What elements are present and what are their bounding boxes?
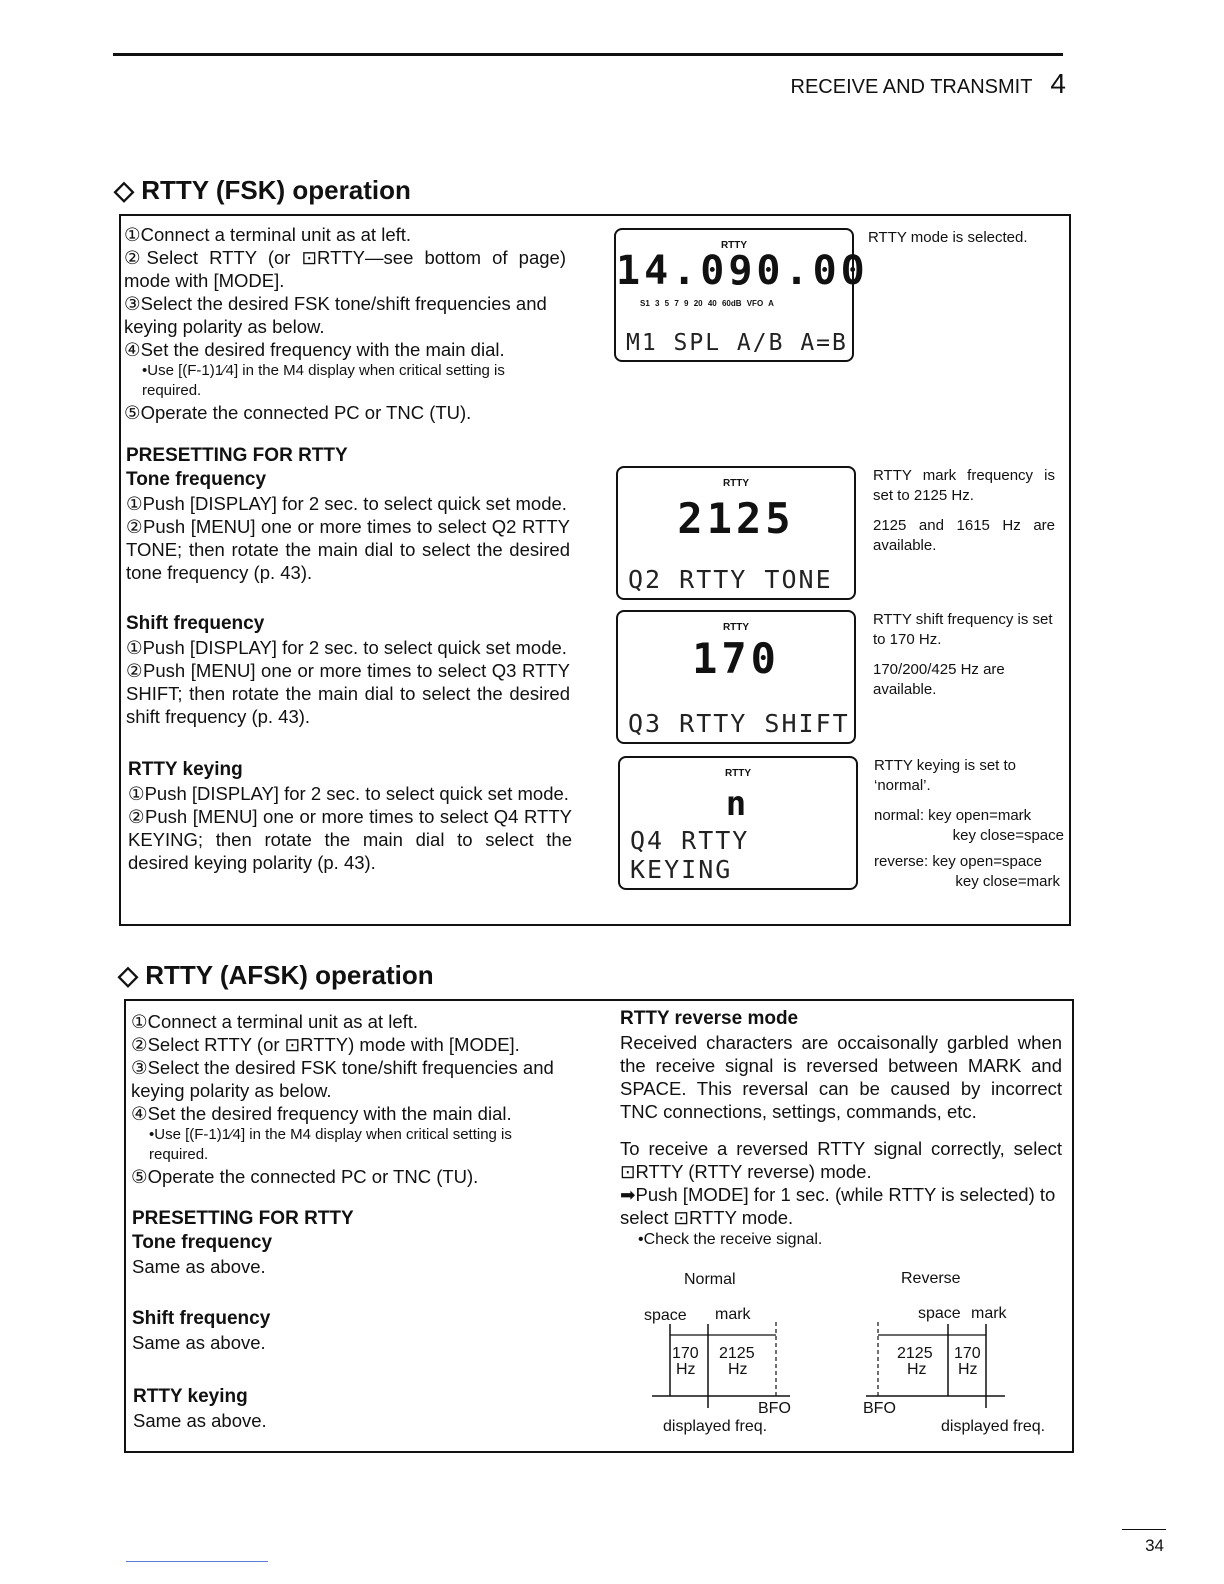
reverse-mode-heading: RTTY reverse mode (620, 1008, 799, 1029)
afsk-shift (132, 1307, 270, 1354)
caption-reverse-close: key close=mark (955, 873, 1060, 890)
lcd-caption-3 (873, 610, 1055, 700)
reverse-hz-1: Hz (907, 1361, 927, 1378)
lcd-meter-scale: S1 3 5 7 9 20 40 60dB VFO A (640, 299, 774, 308)
lcd-mode-label: RTTY (722, 478, 750, 489)
lcd-caption-2 (873, 466, 1055, 556)
afsk-presetting-heading: PRESETTING FOR RTTY (132, 1208, 354, 1229)
lcd-caption-1: RTTY mode is selected. (868, 229, 1028, 246)
fsk-tone-step-2: ②Push [MENU] one or more times to select Q2 RTTY TONE; then rotate the main dial to select the desired tone frequency (p. 43). (126, 516, 570, 583)
chapter-number: 4 (1050, 68, 1066, 99)
lcd-keying-value: n (725, 784, 751, 824)
afsk-use-note: •Use [(F-1)1⁄4] in the M4 display when critical setting is required. (149, 1126, 512, 1163)
fsk-tone-step-1: ①Push [DISPLAY] for 2 sec. to select quick set mode. (126, 493, 567, 514)
afsk-keying (133, 1385, 267, 1432)
reverse-mark-label: mark (971, 1305, 1007, 1322)
lcd-bottom-text: Q2 RTTY TONE (628, 565, 833, 594)
reverse-hz-2: Hz (958, 1361, 978, 1378)
reverse-bfo: BFO (863, 1400, 896, 1417)
fsk-presetting (126, 444, 570, 584)
fsk-step-4: ④Set the desired frequency with the main dial. (124, 339, 505, 360)
afsk-shift-same: Same as above. (132, 1332, 266, 1353)
fsk-keying (128, 758, 572, 874)
normal-space-label: space (644, 1307, 687, 1324)
normal-hz-1: Hz (676, 1361, 696, 1378)
diagram-normal-label: Normal (684, 1271, 736, 1288)
header-title: RECEIVE AND TRANSMIT (790, 76, 1033, 98)
normal-170: 170 (672, 1345, 699, 1362)
page-header (791, 68, 1066, 100)
caption-normal-close: key close=space (952, 827, 1064, 844)
caption-shift-available: 170/200/425 Hz are available. (873, 661, 1005, 698)
diagram-reverse-label: Reverse (901, 1270, 961, 1287)
lcd-bottom-text: Q3 RTTY SHIFT (628, 709, 850, 738)
afsk-section-title: ◇ RTTY (AFSK) operation (118, 960, 434, 990)
reverse-mode-paragraph-1: Received characters are occaisonally garbled when the receive signal is reversed between MARK and SPACE. This reversal can be caused by incorrect TNC connections, settings, commands, etc. (620, 1032, 1062, 1122)
lcd-mode-label: RTTY (722, 622, 750, 633)
caption-normal: normal: key open=mark (874, 807, 1032, 824)
afsk-step-4: ④Set the desired frequency with the main dial. (131, 1103, 512, 1124)
normal-hz-2: Hz (728, 1361, 748, 1378)
blue-underline (126, 1561, 268, 1562)
lcd-mode-label: RTTY (720, 240, 748, 251)
normal-2125: 2125 (719, 1345, 755, 1362)
fsk-shift (126, 612, 570, 728)
afsk-step-1: ①Connect a terminal unit as at left. (131, 1011, 419, 1032)
lcd-display-main (614, 228, 869, 362)
lcd-display-keying (618, 756, 858, 890)
lcd-mode-label: RTTY (724, 768, 752, 779)
afsk-keying-heading: RTTY keying (133, 1386, 248, 1407)
caption-shift: RTTY shift frequency is set to 170 Hz. (873, 611, 1053, 648)
normal-reverse-diagram (620, 1262, 1065, 1442)
afsk-step-3: ③Select the desired FSK tone/shift frequencies and keying polarity as below. (131, 1057, 554, 1101)
fsk-steps (124, 223, 566, 424)
fsk-section-title: ◇ RTTY (FSK) operation (114, 175, 411, 205)
afsk-presetting (132, 1207, 572, 1278)
lcd-frequency: 14.090.00 (616, 248, 869, 294)
reverse-mode-check: •Check the receive signal. (638, 1231, 823, 1248)
fsk-tone-heading: Tone frequency (126, 469, 267, 490)
afsk-step-5: ⑤Operate the connected PC or TNC (TU). (131, 1166, 479, 1187)
caption-keying: RTTY keying is set to ‘normal’. (874, 757, 1017, 794)
fsk-presetting-heading: PRESETTING FOR RTTY (126, 445, 348, 466)
header-rule (113, 53, 1063, 56)
reverse-2125: 2125 (897, 1345, 933, 1362)
reverse-mode-section (620, 1007, 1062, 1250)
lcd-tone-value: 2125 (677, 494, 795, 543)
fsk-step-3: ③Select the desired FSK tone/shift frequencies and keying polarity as below. (124, 293, 547, 337)
fsk-use-note: •Use [(F-1)1⁄4] in the M4 display when critical setting is required. (142, 362, 505, 399)
afsk-step-2: ②Select RTTY (or ⊡RTTY) mode with [MODE]. (131, 1034, 520, 1055)
afsk-tone-heading: Tone frequency (132, 1232, 273, 1253)
normal-mark-label: mark (715, 1306, 751, 1323)
fsk-shift-step-1: ①Push [DISPLAY] for 2 sec. to select quick set mode. (126, 637, 567, 658)
reverse-170: 170 (954, 1345, 981, 1362)
caption-tone-available: 2125 and 1615 Hz are available. (873, 517, 1055, 554)
caption-reverse: reverse: key open=space (874, 853, 1043, 870)
lcd-shift-value: 170 (692, 634, 780, 683)
normal-displayed-freq: displayed freq. (663, 1418, 768, 1435)
lcd-caption-4 (874, 756, 1064, 892)
normal-bfo: BFO (758, 1400, 791, 1417)
fsk-step-5: ⑤Operate the connected PC or TNC (TU). (124, 402, 472, 423)
lcd-bottom-text: Q4 RTTY KEYING (630, 826, 750, 884)
afsk-keying-same: Same as above. (133, 1410, 267, 1431)
fsk-keying-step-2: ②Push [MENU] one or more times to select Q4 RTTY KEYING; then rotate the main dial to select the desired keying polarity (p. 43). (128, 806, 572, 873)
page-number: 34 (1145, 1536, 1164, 1555)
page-number-rule (1122, 1529, 1166, 1530)
fsk-shift-heading: Shift frequency (126, 613, 265, 634)
fsk-keying-heading: RTTY keying (128, 759, 243, 780)
caption-tone: RTTY mark frequency is set to 2125 Hz. (873, 467, 1055, 504)
reverse-mode-step: ➡Push [MODE] for 1 sec. (while RTTY is selected) to select ⊡RTTY mode. (620, 1184, 1056, 1228)
fsk-step-1: ①Connect a terminal unit as at left. (124, 224, 412, 245)
reverse-space-label: space (918, 1305, 961, 1322)
lcd-display-shift (616, 610, 856, 744)
afsk-tone-same: Same as above. (132, 1256, 266, 1277)
afsk-steps (131, 1010, 575, 1188)
fsk-shift-step-2: ②Push [MENU] one or more times to select Q3 RTTY SHIFT; then rotate the main dial to select the desired shift frequency (p. 43). (126, 660, 570, 727)
fsk-keying-step-1: ①Push [DISPLAY] for 2 sec. to select quick set mode. (128, 783, 569, 804)
reverse-mode-paragraph-2: To receive a reversed RTTY signal correctly, select ⊡RTTY (RTTY reverse) mode. (620, 1138, 1062, 1182)
lcd-bottom-text: M1 SPL A/B A=B (626, 330, 848, 356)
afsk-shift-heading: Shift frequency (132, 1308, 271, 1329)
lcd-display-tone (616, 466, 856, 600)
fsk-step-2: ②Select RTTY (or ⊡RTTY—see bottom of page) mode with [MODE]. (124, 247, 566, 291)
reverse-displayed-freq: displayed freq. (941, 1418, 1046, 1435)
